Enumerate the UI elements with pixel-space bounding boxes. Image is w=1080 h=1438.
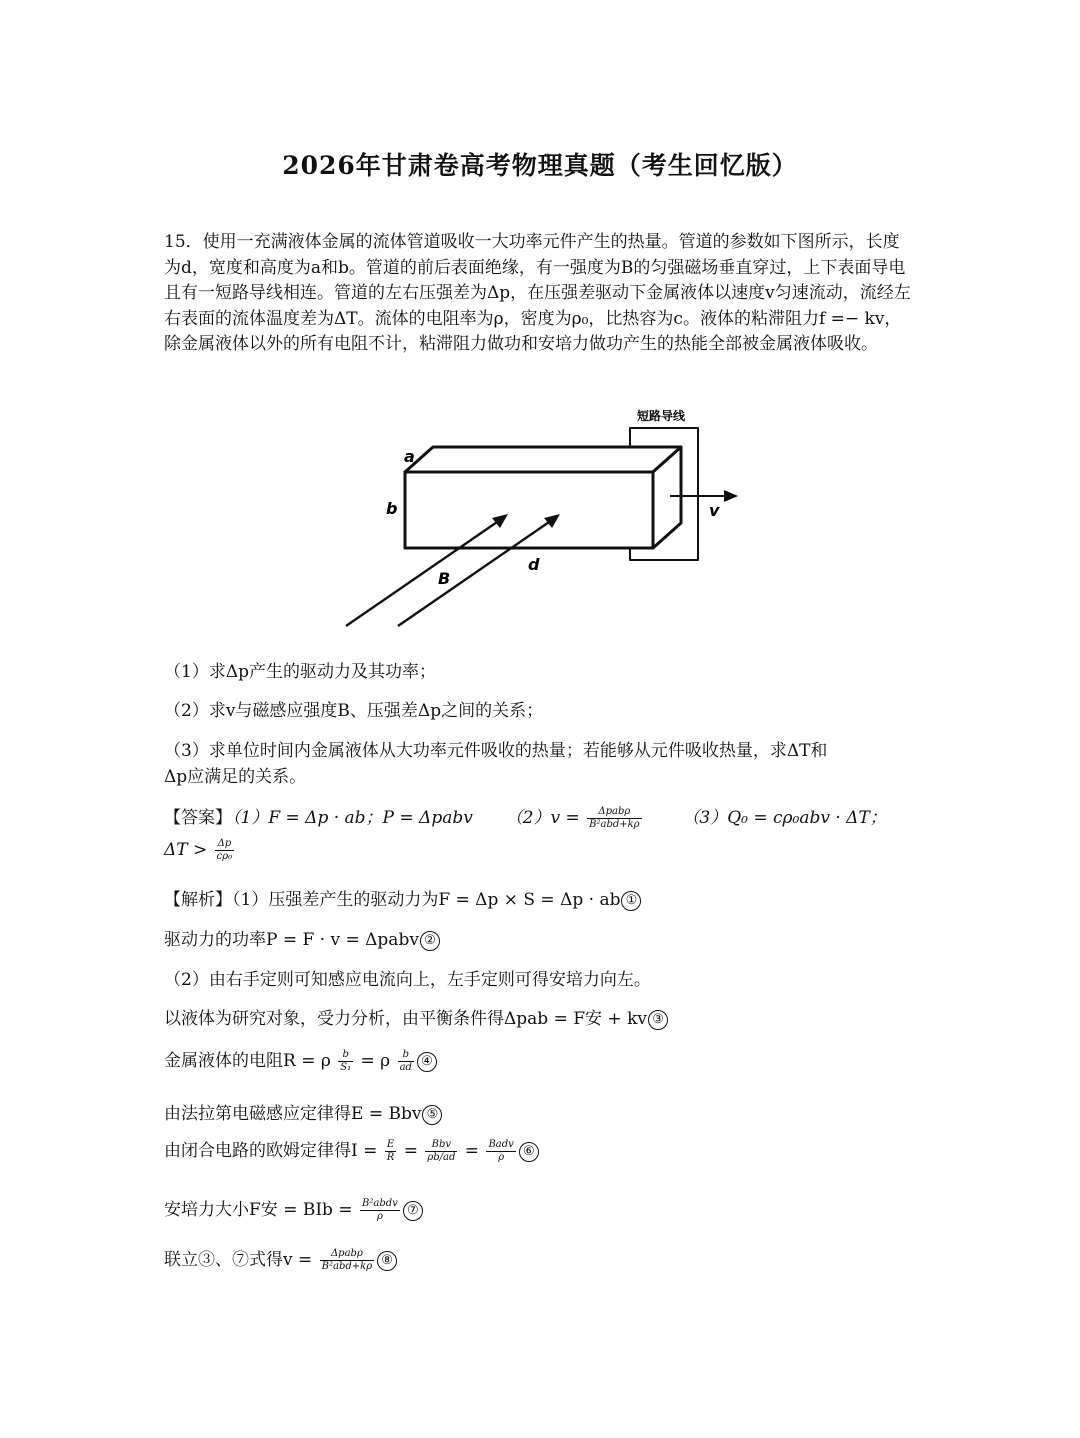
analysis-line-7: 由闭合电路的欧姆定律得I = $\frac{E}{R}$ = $\frac{\text{Bbv}}{\rho b/ad}$ = $\frac{\text{Badv}}{\rho}$ ⑥ <box>164 1136 539 1164</box>
label-b: b <box>386 499 398 518</box>
current-fraction-1: $\frac{E}{R}$ <box>386 1139 395 1163</box>
wire-label: 短路导线 <box>637 409 686 423</box>
eq-marker-6: ⑥ <box>519 1142 539 1162</box>
analysis-line-2: 驱动力的功率P = F · v = Δpabv ② <box>164 925 440 951</box>
eq-marker-5: ⑤ <box>422 1105 442 1125</box>
answer-label: 【答案】 <box>164 808 232 828</box>
eq-marker-3: ③ <box>648 1010 668 1030</box>
pipe-diagram <box>330 400 750 640</box>
eq-marker-8: ⑧ <box>377 1251 397 1271</box>
answer-condition <box>164 838 236 863</box>
question-text: 15．使用一充满液体金属的流体管道吸收一大功率元件产生的热量。管道的参数如下图所示，长度为d，宽度和高度为a和b。管道的前后表面绝缘，有一强度为B的匀强磁场垂直穿过，上下表面导电且有一短路导线相连。管道的左右压强差为Δp，在压强差驱动下金属液体以速度v匀速流动，流经左右表面的流体温度差为ΔT。流体的电阻率为ρ，密度为ρ₀，比热容为c。液体的粘滞阻力f =− kv，除金属液体以外的所有电阻不计，粘滞阻力做功和安培力做功产生的热能全部被金属液体吸收。 <box>164 232 911 355</box>
analysis-label: 【解析】 <box>164 890 232 910</box>
eq-marker-1: ① <box>621 891 641 911</box>
analysis-line-1: 【解析】（1）压强差产生的驱动力为F = Δp × S = Δp · ab ① <box>164 885 641 911</box>
current-fraction-3: $\frac{\text{Badv}}{\rho}$ <box>488 1139 514 1163</box>
subquestion-2: （2）求v与磁感应强度B、压强差Δp之间的关系； <box>164 701 544 721</box>
analysis-line-6: 由法拉第电磁感应定律得E = Bbv ⑤ <box>164 1099 442 1125</box>
analysis-line-3: （2）由右手定则可知感应电流向上，左手定则可得安培力向左。 <box>164 970 651 990</box>
label-B: B <box>438 569 451 588</box>
analysis-line-4: 以液体为研究对象，受力分析，由平衡条件得Δpab = F安 + kv ③ <box>164 1004 668 1030</box>
subquestion-3-line1: （3）求单位时间内金属液体从大功率元件吸收的热量；若能够从元件吸收热量，求ΔT和 <box>164 741 828 761</box>
subquestion-3-line2: Δp应满足的关系。 <box>164 767 307 787</box>
page-title: 2026年甘肃卷高考物理真题（考生回忆版） <box>282 151 798 180</box>
eq-marker-4: ④ <box>417 1052 437 1072</box>
answer-cond-fraction: $\frac{\Delta p}{\text{cρ₀}}$ <box>216 838 233 862</box>
label-a: a <box>404 447 415 466</box>
resistance-fraction-2: $\frac{b}{ad}$ <box>399 1049 412 1073</box>
current-fraction-2: $\frac{\text{Bbv}}{\rho b/ad}$ <box>427 1139 456 1163</box>
ampere-force-fraction: $\frac{\text{B²abdv}}{\rho}$ <box>362 1198 398 1222</box>
answer-part1: （1）F = Δp · ab；P = Δpabv <box>232 808 473 828</box>
answer-cond-prefix: ΔT > <box>164 840 208 860</box>
analysis-line-5: 金属液体的电阻R = ρ $\frac{b}{\text{S₁}}$ = ρ $\frac{b}{ad}$ ④ <box>164 1046 437 1074</box>
answer-line <box>164 803 887 831</box>
eq-marker-2: ② <box>420 931 440 951</box>
eq-marker-7: ⑦ <box>403 1201 423 1221</box>
label-d: d <box>528 555 540 574</box>
velocity-fraction: $\frac{\text{Δpabρ}}{\text{B²abd+kρ}}$ <box>321 1248 373 1272</box>
answer-part2-fraction: $\frac{\text{Δpabρ}}{\text{B²abd+kρ}}$ <box>589 806 640 830</box>
answer-part2-prefix: （2）v = <box>505 808 580 828</box>
analysis-line-9: 联立③、⑦式得v = $\frac{\text{Δpabρ}}{\text{B²abd+kρ}}$ ⑧ <box>164 1245 397 1273</box>
analysis-line-8: 安培力大小F安 = BIb = $\frac{\text{B²abdv}}{\rho}$ ⑦ <box>164 1195 423 1223</box>
subquestion-1: （1）求Δp产生的驱动力及其功率； <box>164 662 436 682</box>
answer-part3: （3）Q₀ = cρ₀abv · ΔT； <box>682 808 887 828</box>
resistance-fraction-1: $\frac{b}{\text{S₁}}$ <box>340 1049 352 1073</box>
label-v: v <box>709 501 720 520</box>
